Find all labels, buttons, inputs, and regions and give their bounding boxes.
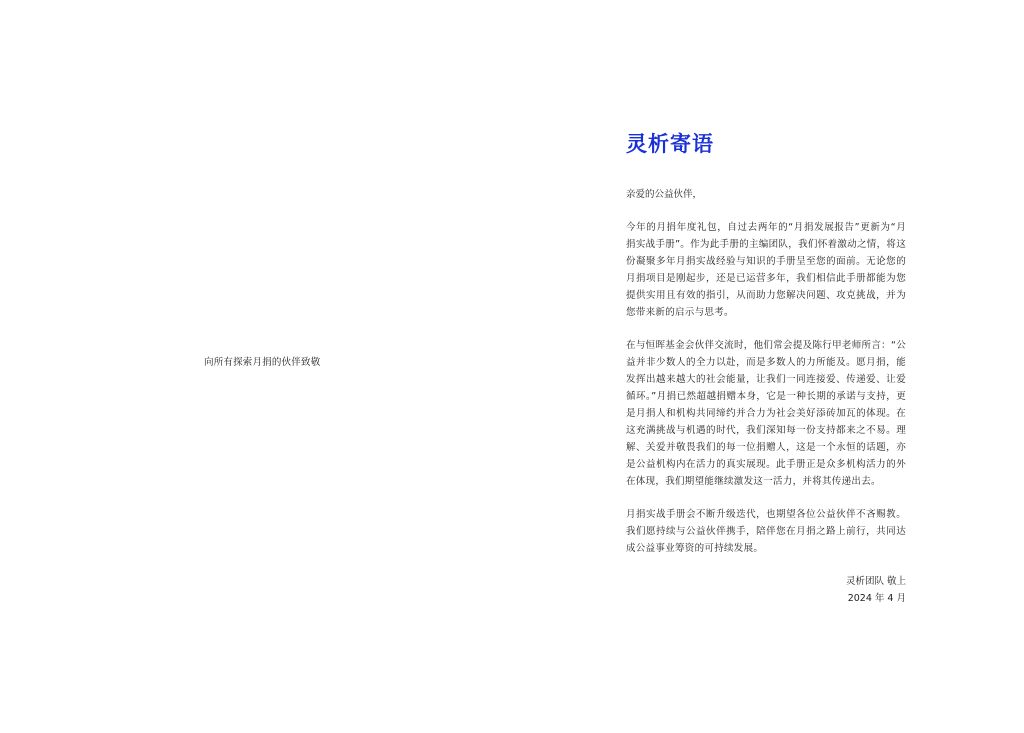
foreword-letter <box>626 130 906 607</box>
salutation: 亲爱的公益伙伴， <box>626 189 703 200</box>
right-page <box>512 0 1024 733</box>
dedication-text: 向所有探索月捐的伙伴致敬 <box>204 357 321 368</box>
paragraph-quote: 在与恒晖基金会伙伴交流时，他们常会提及陈行甲老师所言：“公益并非少数人的全力以赴，而是多数人的力所能及。愿月捐，能发挥出越来越大的社会能量，让我们一同连接爱、传递爱、让爱循环。”月捐已然超越捐赠本身，它是一种长期的承诺与支持，更是月捐人和机构共同缔约并合力为社会美好添砖加瓦的体现。在这充满挑战与机遇的时代，我们深知每一份支持都来之不易。理解、关爱并敬畏我们的每一位捐赠人，这是一个永恒的话题，亦是公益机构内在活力的真实展现。此手册正是众多机构活力的外在体现，我们期望能继续激发这一活力，并将其传递出去。 <box>626 340 906 487</box>
paragraph-closing: 月捐实战手册会不断升级迭代，也期望各位公益伙伴不吝赐教。我们愿持续与公益伙伴携手，陪伴您在月捐之路上前行，共同达成公益事业筹资的可持续发展。 <box>626 509 906 554</box>
paragraph-intro: 今年的月捐年度礼包，自过去两年的“月捐发展报告”更新为“月捐实战手册”。作为此手册的主编团队，我们怀着激动之情，将这份凝聚多年月捐实战经验与知识的手册呈至您的面前。无论您的月捐项目是刚起步，还是已运营多年，我们相信此手册都能为您提供实用且有效的指引，从而助力您解决问题、攻克挑战，并为您带来新的启示与思考。 <box>626 222 906 318</box>
signature-date: 2024 年 4 月 <box>847 593 906 604</box>
signature-block <box>626 573 906 607</box>
signature-team: 灵析团队 敬上 <box>845 576 906 587</box>
page-title: 灵析寄语 <box>626 132 714 156</box>
